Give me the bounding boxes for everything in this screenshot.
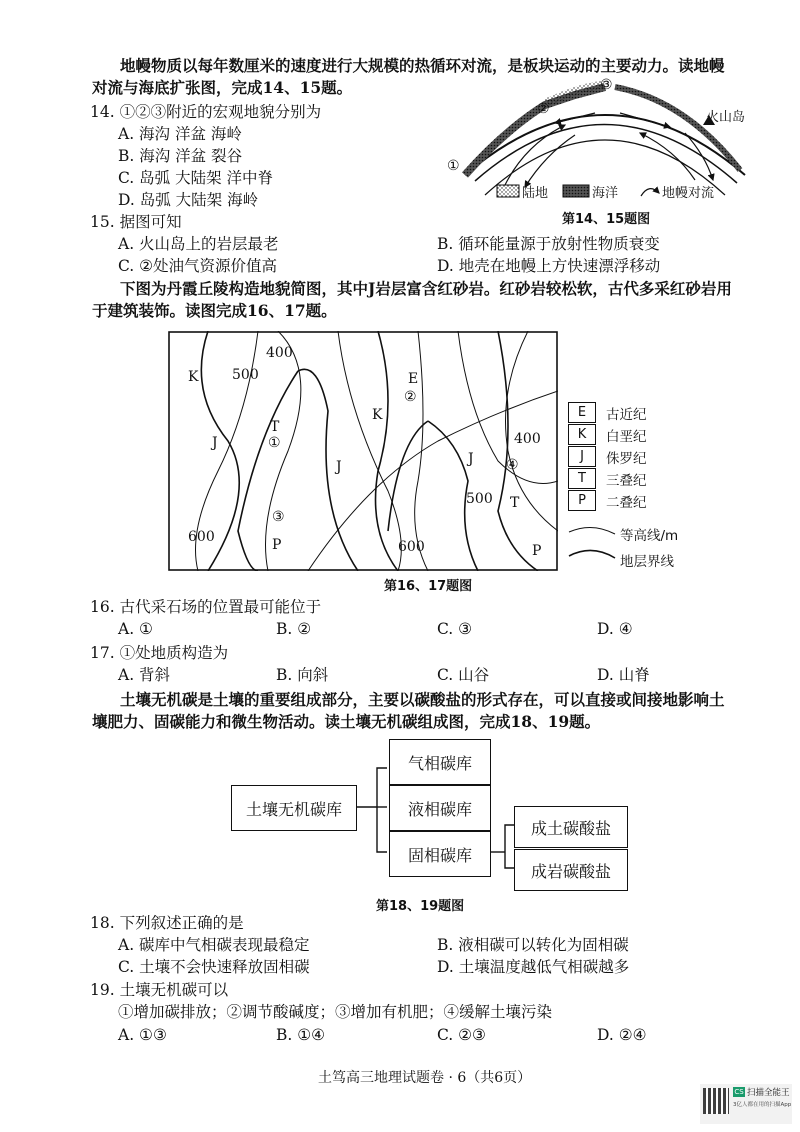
legend-code-J: J — [568, 446, 596, 467]
strata-T-2: T — [510, 495, 520, 511]
q17-option-d[interactable]: D. 山脊 — [597, 666, 650, 684]
intro2-line2: 于建筑装饰。读图完成16、17题。 — [92, 301, 337, 320]
legend-code-E: E — [568, 402, 596, 423]
legend-name-J: 侏罗纪 — [606, 451, 647, 467]
fig1-marker-1: ① — [447, 158, 460, 174]
soil-inorganic-carbon-pool: 土壤无机碳库 — [231, 785, 357, 831]
scanner-name: 扫描全能王 — [747, 1088, 790, 1098]
liquid-phase-carbon-pool: 液相碳库 — [389, 785, 491, 831]
q14-stem: 14. ①②③附近的宏观地貌分别为 — [90, 103, 322, 121]
danxia-geologic-map — [168, 331, 558, 571]
qr-code-icon — [703, 1088, 729, 1114]
strata-K-2: K — [372, 407, 383, 423]
intro3-line2: 壤肥力、固碳能力和微生物活动。读土壤无机碳组成图，完成18、19题。 — [92, 712, 601, 731]
legend-name-E: 古近纪 — [606, 407, 647, 423]
lithogenic-carbonate: 成岩碳酸盐 — [514, 849, 628, 891]
q16-option-d[interactable]: D. ④ — [597, 620, 633, 638]
contour-label-600-a: 600 — [188, 529, 215, 545]
q17-option-a[interactable]: A. 背斜 — [118, 666, 171, 684]
q14-option-c[interactable]: C. 岛弧 大陆架 洋中脊 — [118, 169, 274, 187]
scanner-watermark — [700, 1084, 792, 1124]
fig1-marker-2: ② — [537, 101, 550, 117]
contour-label-600-b: 600 — [398, 539, 425, 555]
legend-name-K: 白垩纪 — [606, 429, 647, 445]
map-marker-1: ① — [268, 435, 281, 451]
gas-phase-carbon-pool: 气相碳库 — [389, 739, 491, 785]
strata-J-1: J — [212, 435, 218, 451]
q14-option-b[interactable]: B. 海沟 洋盆 裂谷 — [118, 147, 243, 165]
q17-option-c[interactable]: C. 山谷 — [437, 666, 490, 684]
intro1-line2: 对流与海底扩张图，完成14、15题。 — [92, 78, 353, 97]
strata-P-2: P — [532, 543, 542, 559]
legend-code-P: P — [568, 490, 596, 511]
q16-stem: 16. 古代采石场的位置最可能位于 — [90, 598, 322, 616]
strata-P-1: P — [272, 537, 282, 553]
q19-option-b[interactable]: B. ①④ — [276, 1026, 326, 1044]
legend-code-K: K — [568, 424, 596, 445]
strata-E-1: E — [408, 371, 419, 387]
intro1-line1: 地幔物质以每年数厘米的速度进行大规模的热循环对流，是板块运动的主要动力。读地幔 — [120, 56, 725, 75]
q18-option-a[interactable]: A. 碳库中气相碳表现最稳定 — [118, 936, 310, 954]
q16-option-a[interactable]: A. ① — [118, 620, 153, 638]
q18-option-b[interactable]: B. 液相碳可以转化为固相碳 — [437, 936, 629, 954]
map-marker-3: ③ — [272, 509, 285, 525]
q15-stem: 15. 据图可知 — [90, 213, 182, 231]
q15-option-c[interactable]: C. ②处油气资源价值高 — [118, 257, 278, 275]
q19-statements: ①增加碳排放；②调节酸碱度；③增加有机肥；④缓解土壤污染 — [118, 1003, 553, 1021]
intro2-line1: 下图为丹霞丘陵构造地貌简图，其中J岩层富含红砂岩。红砂岩较松软，古代多采红砂岩用 — [120, 279, 732, 298]
q14-option-a[interactable]: A. 海沟 洋盆 海岭 — [118, 125, 242, 143]
intro3-line1: 土壤无机碳是土壤的重要组成部分，主要以碳酸盐的形式存在，可以直接或间接地影响土 — [120, 690, 725, 709]
strata-J-2: J — [336, 459, 342, 475]
legend-contour-label: 等高线/m — [620, 528, 679, 544]
legend-name-P: 二叠纪 — [606, 495, 647, 511]
fig1-volcanic-island-label: 火山岛 — [706, 110, 746, 125]
fig2-caption: 第16、17题图 — [384, 579, 473, 594]
q19-option-c[interactable]: C. ②③ — [437, 1026, 486, 1044]
legend-line-samples — [567, 522, 617, 562]
pedogenic-carbonate: 成土碳酸盐 — [514, 806, 628, 848]
q18-option-c[interactable]: C. 土壤不会快速释放固相碳 — [118, 958, 310, 976]
map-marker-4: ④ — [506, 457, 519, 473]
fig1-caption: 第14、15题图 — [562, 212, 651, 227]
fig1-legend-land: 陆地 — [522, 186, 549, 201]
q16-option-b[interactable]: B. ② — [276, 620, 312, 638]
contour-label-400-a: 400 — [266, 345, 293, 361]
legend-code-T: T — [568, 468, 596, 489]
q15-option-d[interactable]: D. 地壳在地幔上方快速漂浮移动 — [437, 257, 661, 275]
strata-K-1: K — [188, 369, 199, 385]
strata-T-1: T — [270, 419, 280, 435]
q17-stem: 17. ①处地质构造为 — [90, 644, 229, 662]
q15-option-b[interactable]: B. 循环能量源于放射性物质衰变 — [437, 235, 660, 253]
legend-boundary-label: 地层界线 — [620, 554, 674, 570]
q18-option-d[interactable]: D. 土壤温度越低气相碳越多 — [437, 958, 630, 976]
q16-option-c[interactable]: C. ③ — [437, 620, 473, 638]
contour-label-500-b: 500 — [466, 491, 493, 507]
q19-stem: 19. 土壤无机碳可以 — [90, 981, 229, 999]
scanner-tagline: 3亿人都在用的扫描App — [733, 1102, 792, 1108]
solid-phase-carbon-pool: 固相碳库 — [389, 831, 491, 877]
q17-option-b[interactable]: B. 向斜 — [276, 666, 329, 684]
contour-label-400-b: 400 — [514, 431, 541, 447]
map-marker-2: ② — [404, 389, 417, 405]
q15-option-a[interactable]: A. 火山岛上的岩层最老 — [118, 235, 279, 253]
q19-option-a[interactable]: A. ①③ — [118, 1026, 167, 1044]
q18-stem: 18. 下列叙述正确的是 — [90, 914, 244, 932]
q14-option-d[interactable]: D. 岛弧 大陆架 海岭 — [118, 191, 259, 209]
legend-name-T: 三叠纪 — [606, 473, 647, 489]
contour-label-500-a: 500 — [232, 367, 259, 383]
fig3-caption: 第18、19题图 — [376, 899, 465, 914]
camscanner-logo: CS — [734, 1088, 744, 1096]
q19-option-d[interactable]: D. ②④ — [597, 1026, 647, 1044]
fig1-legend-convection: 地幔对流 — [662, 186, 715, 201]
fig1-legend-ocean: 海洋 — [592, 186, 619, 201]
strata-J-3: J — [468, 451, 474, 467]
page-footer: 土笃高三地理试题卷 · 6（共6页） — [318, 1070, 532, 1086]
fig1-marker-3: ③ — [600, 77, 613, 93]
